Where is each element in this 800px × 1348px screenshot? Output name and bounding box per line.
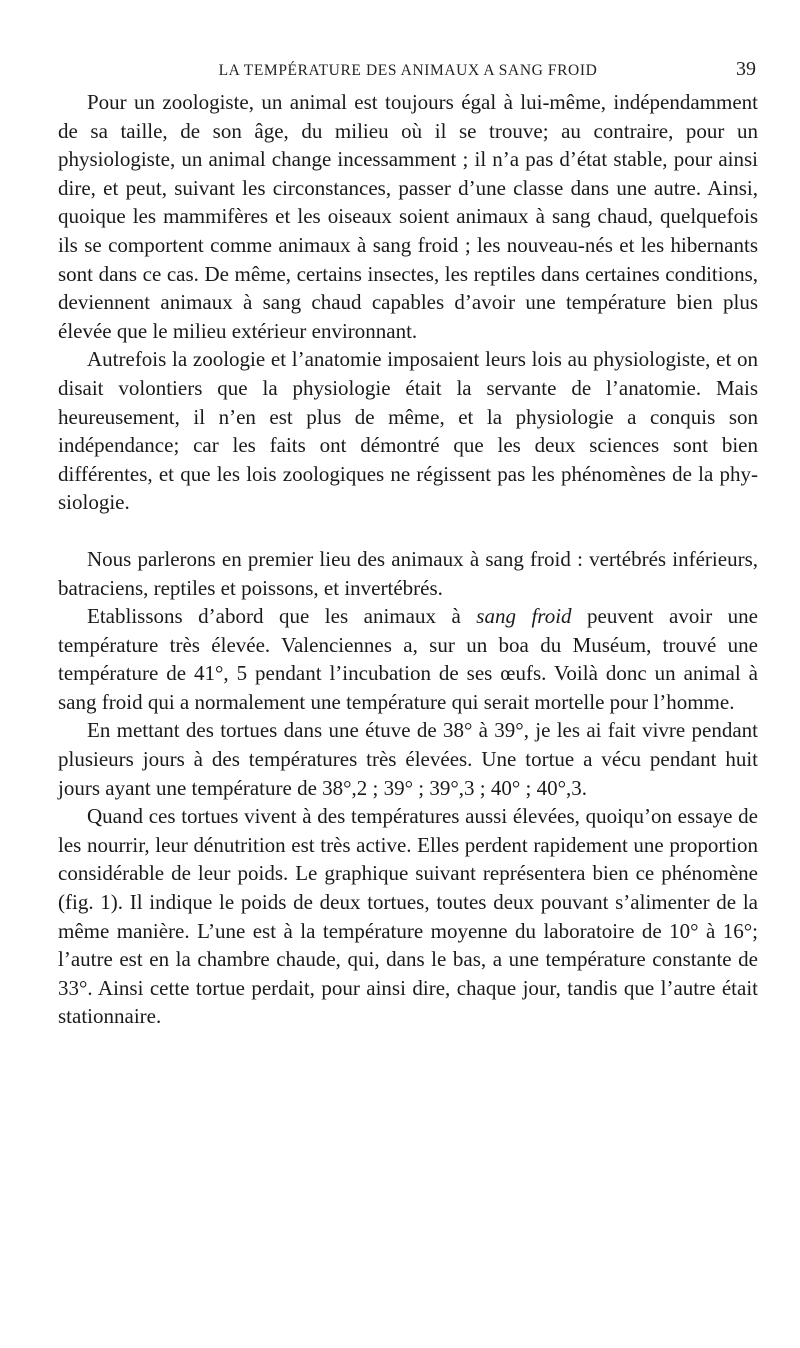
paragraph-1: Pour un zoologiste, un animal est toujours égal à lui-même, indépendamment de sa taille, de son âge, du milieu où il se trouve; au contraire, pour un physiologiste, un animal change incessamment ; il n’a pas d’état stable, pour ainsi dire, et peut, suivant les circonstances, passer d’une classe dans une autre. Ainsi, quoique les mammifères et les oiseaux soient animaux à sang chaud, quelquefois ils se comportent comme animaux à sang froid ; les nouveau-nés et les hibernants sont dans ce cas. De même, certains insectes, les reptiles dans certaines conditions, deviennent animaux à sang chaud capables d’avoir une température bien plus élevée que le milieu extérieur environnant. — [58, 90, 758, 343]
paragraph-6: Quand ces tortues vivent à des températures aussi élevées, quoiqu’on essaye de les nourrir, leur dénutrition est très active. Elles perdent rapidement une proportion considérable de leur poids. Le graphique suivant représentera bien ce phénomène (fig. 1). Il indique le poids de deux tortues, toutes deux pouvant s’alimenter de la même manière. L’une est à la température moyenne du laboratoire de 10° à 16°; l’autre est en la chambre chaude, qui, dans le bas, a une température constante de 33°. Ainsi cette tortue perdait, pour ainsi dire, chaque jour, tandis que l’autre était stationnaire. — [58, 804, 758, 1029]
emphasis-sang-froid: sang froid — [476, 604, 572, 629]
paragraph-2: Autrefois la zoologie et l’anatomie imposaient leurs lois au physiologiste, et on disait volontiers que la physiologie était la servante de l’anatomie. Mais heureusement, il n’en est plus de même, et la physiologie a conquis son indépendance; car les faits ont démontré que les deux sciences sont bien différentes, et que les lois zoologiques ne régissent pas les phénomènes de la physiologie. — [58, 347, 758, 515]
page-number: 39 — [736, 58, 756, 80]
paragraph-4 — [58, 602, 758, 716]
book-page — [58, 58, 758, 1031]
page-header — [58, 58, 758, 84]
running-title: LA TEMPÉRATURE DES ANIMAUX A SANG FROID — [218, 62, 598, 79]
body-text — [58, 88, 758, 1031]
paragraph-4-start: Etablissons d’abord que les animaux à — [87, 604, 477, 629]
paragraph-5: En mettant des tortues dans une étuve de 38° à 39°, je les ai fait vivre pendant plusieurs jours à des températures très élevées. Une tortue a vécu pendant huit jours ayant une température de 38°,2 ; 39° ; 39°,3 ; 40° ; 40°,3. — [58, 718, 758, 800]
paragraph-4-end: peuvent avoir une température très élevée. Valenciennes a, sur un boa du Muséum, trouvé une température de 41°, 5 pendant l’incubation de ses œufs. Voilà donc un animal à sang froid qui a normalement une température qui serait mortelle pour l’homme. — [58, 604, 759, 714]
paragraph-3: Nous parlerons en premier lieu des animaux à sang froid : vertébrés inférieurs, batraciens, reptiles et poissons, et invertébrés. — [58, 546, 758, 600]
